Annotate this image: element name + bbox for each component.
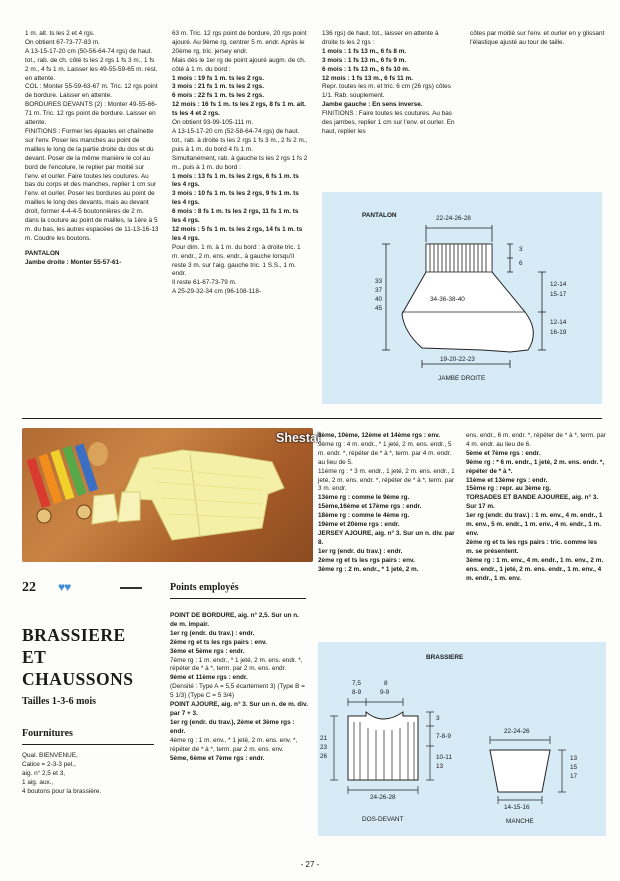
dim-label: 8 xyxy=(384,680,388,687)
text-line: FINITIONS : Former les épaules en chaînette sur l'env. Poser les manches au point de mailles le long de la partie droite du dos et du devant. Poser de la même manière le col au bord de l'encolure, le replier par moitié sur l'env. et ourler. Faire toutes les coutures. Au bas du corps et des manches, replier 1 cm sur l'env. et ourler. Poser les bordures au point de mailles le long des devants, mais au devant droit, former 4-4-4-5 boutonnières de 2 m. dans la couture au point de mailles, la 1ère à 5 m. du bas, les autres espacées de 11-13-16-13 m. Coudre les boutons. xyxy=(25,127,159,242)
text-line: A 13-15-17-20 cm (52-58-64-74 rgs) de haut. tot., rab. à droite ts les 2 rgs 1 fs 3 m., 2 fs 2 m., puis à 1 m. du bord 4 fs 1 m. xyxy=(172,127,308,153)
pattern-title xyxy=(22,624,133,690)
brassiere-diagram xyxy=(318,642,606,836)
dim-label: 23 xyxy=(320,744,328,751)
text-line: 1 mois : 1 fs 13 m., 6 fs 8 m. xyxy=(322,47,407,55)
section-divider xyxy=(22,418,602,419)
dim-label: 37 xyxy=(375,287,383,294)
text-line: Mais dès le 1er rg de point ajouré augm. de ch. côté à 1 m. du bord : xyxy=(172,56,306,73)
sizes: Tailles 1-3-6 mois xyxy=(22,696,97,707)
brassiere-shapes xyxy=(318,642,606,836)
points-title: Points employés xyxy=(170,582,239,593)
text-line: 6 mois : 8 fs 1 m. ts les 2 rgs, 11 fs 1 m. ts les 4 rgs. xyxy=(172,208,299,225)
text-line: A 25-29-32-34 cm (96-108-118- xyxy=(172,288,262,296)
text-line: 18ème rg : comme le 4ème rg. xyxy=(318,512,410,520)
dim-label: 8-9 xyxy=(352,689,362,696)
pantalon-caption: JAMBE DROITE xyxy=(438,375,486,382)
text-line: 136 rgs) de haut. tot., laisser en attente à droite ts les 2 rgs : xyxy=(322,30,439,46)
dim-label: 9-9 xyxy=(380,689,390,696)
text-line: ens. endr., 6 m. endr. *, répéter de * à *, term. par 4 m. endr. au lieu de 6. xyxy=(466,432,606,448)
list-item: aig. n° 2,5 et 3, xyxy=(22,769,66,777)
text-line: 9ème et 11ème rgs : endr. xyxy=(170,674,248,682)
garment-photo xyxy=(22,428,313,562)
text-line: 1er rg (endr. du trav.) : endr. xyxy=(170,629,255,637)
mid-column-4 xyxy=(466,432,606,583)
text-line: 5ème et 7ème rgs : endr. xyxy=(466,449,541,457)
dim-label: 7-8-9 xyxy=(436,733,451,740)
list-item: Calice = 2-3-3 pel., xyxy=(22,760,76,768)
text-line: 1er rg (endr. du trav.) : endr. xyxy=(318,547,403,555)
pantalon-cuff-label-1: 3 xyxy=(519,246,523,253)
text-line: 5ème, 6ème et 7ème rgs : endr. xyxy=(170,754,265,762)
text-line: 6 mois : 22 fs 1 m. ts les 2 rgs. xyxy=(172,92,264,100)
text-line: 15ème,16ème et 17ème rgs : endr. xyxy=(318,503,422,511)
dim-label: 7,5 xyxy=(352,680,361,687)
brassiere-title: BRASSIERE xyxy=(426,654,464,661)
dim-label: 15 xyxy=(570,764,578,771)
text-line: 3ème rg : 1 m. env., 4 m. endr., 1 m. env., 2 m. ens. endr., 1 jeté, 2 m. ens. endr., 1 m. env., 4 m. endr., 1 m. env. xyxy=(466,556,604,582)
text-line: 12 mois : 5 fs 1 m. ts les 2 rgs, 14 fs 1 m. ts les 4 rgs. xyxy=(172,225,303,242)
dim-label: 16-19 xyxy=(550,329,567,336)
text-line: 4ème rg : 1 m. env., * 1 jeté, 2 m. ens. env. *, répéter de * à *, term. par 2 m. ens. env. xyxy=(170,736,298,753)
list-item: 1 aig. aux., xyxy=(22,778,54,786)
text-line: 1 mois : 19 fs 1 m. ts les 2 rgs. xyxy=(172,74,264,82)
dim-label: 26 xyxy=(320,753,328,760)
text-line: 3 mois : 10 fs 1 m. ts les 2 rgs, 9 fs 1 m. ts les 4 rgs. xyxy=(172,190,299,207)
brassiere-caption: DOS-DEVANT xyxy=(362,816,404,823)
text-line: 1 m. alt. ts les 2 et 4 rgs. xyxy=(25,30,95,37)
dim-label: 21 xyxy=(320,735,328,742)
pantalon-title: PANTALON xyxy=(362,212,397,219)
text-line: COL : Monter 55-59-63-67 m. Tric. 12 rgs point de bordure. Laisser en attente. xyxy=(25,83,158,100)
dim-label: 40 xyxy=(375,296,383,303)
brassiere-left-heights xyxy=(320,734,327,761)
text-line: Repr. toutes les m. et tric. 6 cm (26 rgs) côtes 1/1. Rab. souplement. xyxy=(322,83,451,100)
dim-label: 17 xyxy=(570,773,578,780)
fournitures-list xyxy=(22,752,158,797)
text-line: 11ème rg : * 3 m. endr., 1 jeté, 2 m. ens. endr., 1 jeté, 2 m. ens. endr. *, répéter de * à *, term. par 3 m. endr. xyxy=(318,467,455,493)
text-line: (Densité : Type A = 5,5 écartement 3) (Type B = 5 1/3) (Type C = 5 3/4) xyxy=(170,683,305,700)
text-line: 1er rg (endr. du trav.), 2ème et 3ème rgs : endr. xyxy=(170,718,295,735)
text-line: 9ème rg : 4 m. endr., * 1 jeté, 2 m. ens. endr., 5 m. endr. *, répéter de * à *, term. par 4 m. endr. au lieu de 5. xyxy=(318,440,452,466)
manche-top-width: 22-24-26 xyxy=(504,728,530,735)
baby-jacket xyxy=(122,450,284,540)
text-line: 12 mois : 16 fs 1 m. ts les 2 rgs, 8 fs 1 m. alt. ts les 4 et 2 rgs. xyxy=(172,101,306,118)
dim-label: 45 xyxy=(375,305,383,312)
text-line: Jambe gauche : En sens inverse. xyxy=(322,101,423,109)
text-line: TORSADES ET BANDE AJOUREE, aig. n° 3. Sur 17 m. xyxy=(466,494,599,511)
text-line: 7ème rg : 1 m. endr., * 1 jeté, 2 m. ens. endr. *, répéter de * à *, term. par 2 m. ens. endr. xyxy=(170,656,303,673)
text-line: 1er rg (endr. du trav.) : 1 m. env., 4 m. endr., 1 m. env., 5 m. endr., 1 m. env., 4 m. endr., 1 m. env. xyxy=(466,512,603,537)
fournitures-divider xyxy=(22,744,154,745)
dim-label: 10-11 xyxy=(436,754,452,761)
text-line: 2ème rg et ts les rgs pairs : env. xyxy=(318,556,415,564)
text-line: On obtient 67-73-77-83 m. xyxy=(25,38,100,46)
mid-column-3 xyxy=(318,432,458,575)
page-number: - 27 - xyxy=(300,860,320,869)
text-line: Il reste 61-67-73-79 m. xyxy=(172,279,237,287)
points-divider xyxy=(170,598,306,599)
manche-right-heights xyxy=(570,754,577,781)
text-line: Pour dim. 1 m. à 1 m. du bord : à droite tric. 1 m. endr., 2 m. ens. endr., à gauche lorsqu'il reste 3 m. sur l'aig. gauche tric. 1 S.S., 1 m. endr. xyxy=(172,243,301,278)
manche-bottom-width: 14-15-16 xyxy=(504,804,530,811)
text-line: Simultanément, rab. à gauche ts les 2 rgs 1 fs 2 m., puis à 1 m. du bord : xyxy=(172,154,308,171)
heart-icon: ♥ xyxy=(64,580,71,594)
text-line: JERSEY AJOURE, aig. n° 3. Sur un n. div. par 8. xyxy=(318,529,455,546)
text-line: A 13-15-17-20 cm (50-56-64-74 rgs) de haut. tot., rab. de ch. côté ts les 2 rgs 1 fs 3 m., 1 fs 2 m., 4 fs 1 m. Laisser les 49-55-59-65 m. rest. en attente. xyxy=(25,47,158,82)
top-column-4 xyxy=(470,30,606,48)
top-column-2 xyxy=(172,30,308,297)
pattern-number: 22 xyxy=(22,580,36,595)
toy-and-clothes-image xyxy=(22,428,313,562)
pantalon-diagram xyxy=(322,192,602,404)
text-line: 13ème rg : comme le 9ème rg. xyxy=(318,494,410,502)
dim-label: 13 xyxy=(436,763,444,770)
needle-icon xyxy=(120,587,142,589)
title-line: CHAUSSONS xyxy=(22,669,134,689)
title-line: ET xyxy=(22,647,47,667)
text-line: 15ème rg : repr. au 3ème rg. xyxy=(466,485,551,493)
text-line: 12 mois : 1 fs 13 m., 6 fs 11 m. xyxy=(322,74,413,82)
dim-label: 13 xyxy=(570,755,578,762)
text-line: On obtient 93-99-105-111 m. xyxy=(172,119,254,127)
text-line: 8ème, 10ème, 12ème et 14ème rgs : env. xyxy=(318,432,441,439)
dim-label: 12-14 xyxy=(550,281,567,288)
text-line: 1 mois : 13 fs 1 m. ts les 2 rgs, 6 fs 1 m. ts les 4 rgs. xyxy=(172,172,299,189)
heart-icons xyxy=(58,580,70,594)
pantalon-left-heights xyxy=(375,277,382,313)
text-line: 63 m. Tric. 12 rgs point de bordure, 20 rgs point ajouré. Au 9ème rg, centrer 5 m. endr. Après le 20ème rg, tric. jersey endr. xyxy=(172,30,307,55)
dim-label: 33 xyxy=(375,278,383,285)
text-line: 3 mois : 1 fs 13 m., 6 fs 9 m. xyxy=(322,56,407,64)
top-column-1 xyxy=(25,30,159,268)
heart-icon: ♥ xyxy=(58,580,65,594)
text-line: 3ème et 5ème rgs : endr. xyxy=(170,647,245,655)
pantalon-top-width: 22-24-26-28 xyxy=(436,215,471,222)
top-column-3 xyxy=(322,30,456,137)
section-heading: PANTALON xyxy=(25,249,60,257)
text-line: Jambe droite : Monter 55-57-61- xyxy=(25,258,122,266)
watermark: Shestal xyxy=(276,431,321,445)
text-line: FINITIONS : Faire toutes les coutures. Au bas des jambes, replier 1 cm sur l'env. et ourler. En haut, replier les xyxy=(322,110,455,135)
manche-caption: MANCHE xyxy=(506,818,534,825)
text-line: côtes par moitié sur l'env. et ourler en y glissant l'élastique ajusté au tour de taille. xyxy=(470,30,605,46)
text-line: 3ème rg : 2 m. endr., * 1 jeté, 2 m. xyxy=(318,565,419,573)
text-line: 11ème et 13ème rgs : endr. xyxy=(466,476,548,484)
points-column xyxy=(170,612,308,763)
text-line: 2ème rg et ts les rgs pairs : tric. comme les m. se présentent. xyxy=(466,538,598,555)
dim-label: 15-17 xyxy=(550,291,567,298)
fournitures-title: Fournitures xyxy=(22,728,73,739)
text-line: 2ème rg et ts les rgs pairs : env. xyxy=(170,638,267,646)
text-line: POINT AJOURE, aig. n° 3. Sur un n. de m. div. par 7 + 3. xyxy=(170,701,308,717)
baby-booties xyxy=(92,492,140,524)
dim-label: 12-14 xyxy=(550,319,567,326)
list-item: Qual. BIENVENUE, xyxy=(22,752,78,759)
pantalon-bottom-width: 19-20-22-23 xyxy=(440,356,475,363)
title-line: BRASSIERE xyxy=(22,625,126,645)
text-line: 3 mois : 21 fs 1 m. ts les 2 rgs. xyxy=(172,83,264,91)
brassiere-bottom-width: 24-26-28 xyxy=(370,794,396,801)
text-line: 9ème rg : * 6 m. endr., 1 jeté, 2 m. ens. endr. *, répéter de * à *. xyxy=(466,458,605,475)
pantalon-cuff-label-2: 6 xyxy=(519,260,523,267)
pantalon-mid-width: 34-36-38-40 xyxy=(430,296,465,303)
list-item: 4 boutons pour la brassière. xyxy=(22,787,102,795)
text-line: 19ème et 20ème rgs : endr. xyxy=(318,521,400,529)
text-line: 6 mois : 1 fs 13 m., 6 fs 10 m. xyxy=(322,65,410,73)
text-line: BORDURES DEVANTS (2) : Monter 49-55-66-71 m. Tric. 12 rgs point de bordure. Laisser en attente. xyxy=(25,101,157,127)
text-line: POINT DE BORDURE, aig. n° 2,5. Sur un n. de m. impair. xyxy=(170,612,299,628)
dim-label: 3 xyxy=(436,715,440,722)
